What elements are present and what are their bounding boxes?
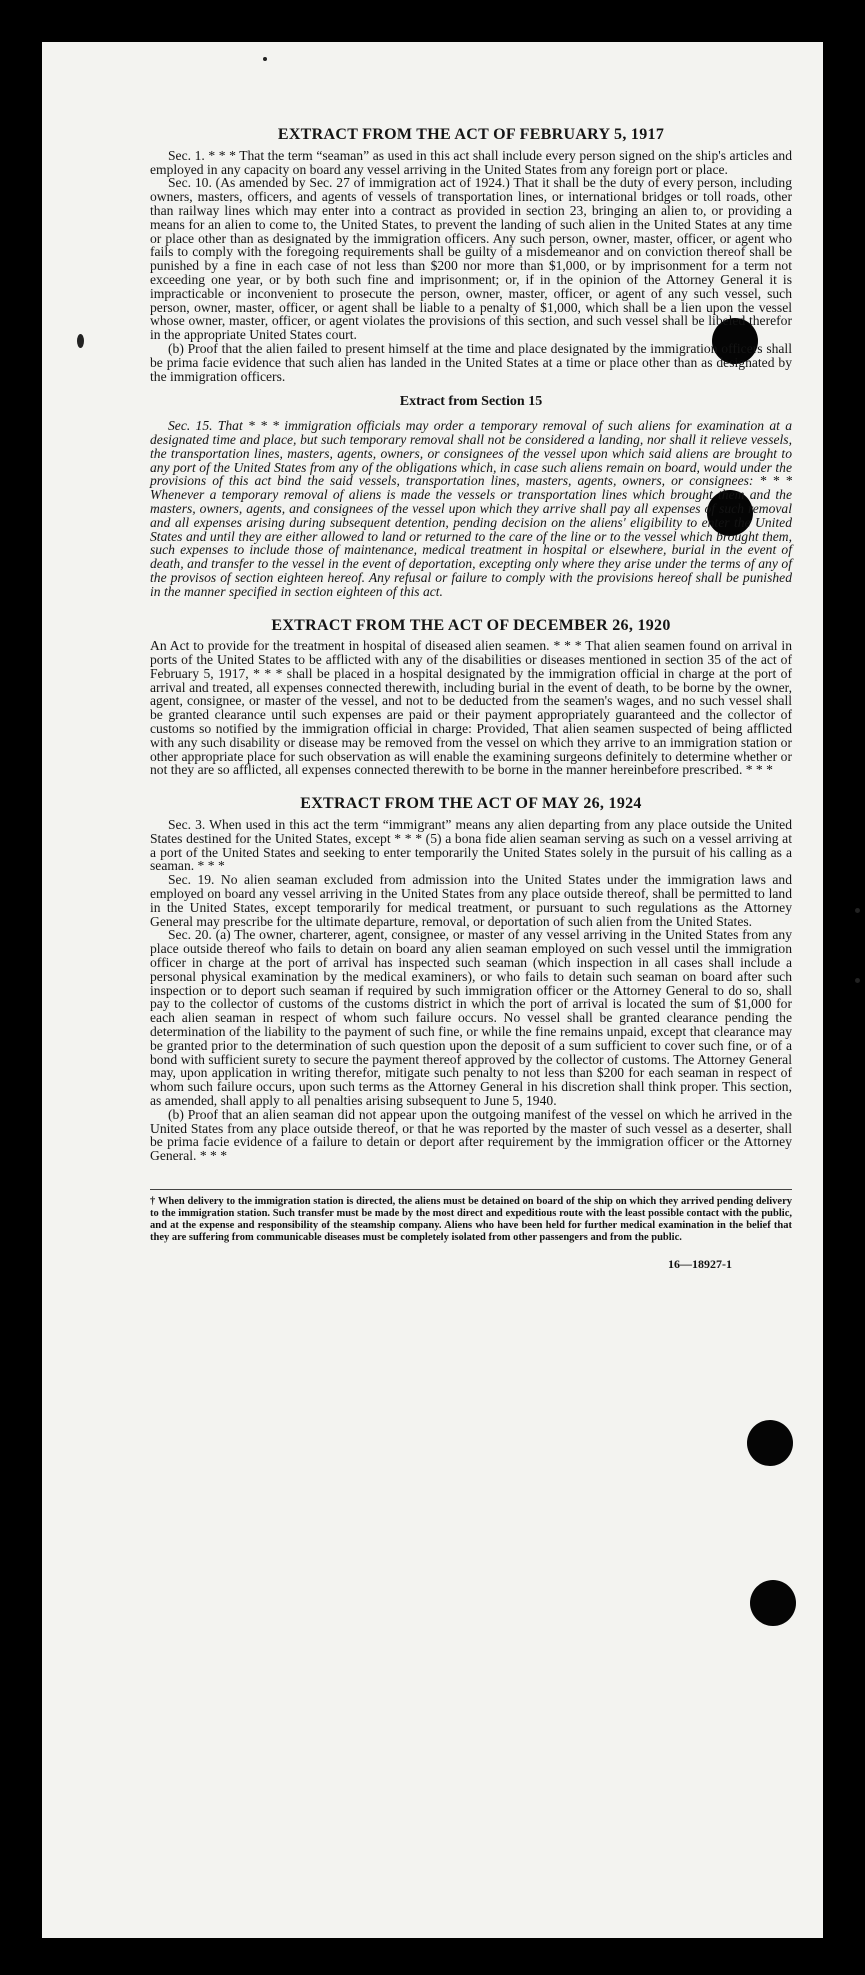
margin-speck — [855, 908, 860, 913]
footnote: † When delivery to the immigration station is directed, the aliens must be detained on board of the ship on which they arrived pending delivery to the immigration station. Such transfer must be made by the most direct and expeditious route with the least possible contact with the public, and at the expense and responsibility of the steamship company. Aliens who have been held for further medical examination in the belief that they are suffering from communicable diseases must be completely isolated from other passengers and from the public. — [150, 1189, 792, 1244]
heading-act-feb-1917: EXTRACT FROM THE ACT OF FEBRUARY 5, 1917 — [277, 126, 665, 143]
paragraph-sec-3: Sec. 3. When used in this act the term “immigrant” means any alien departing from any place outside the United States destined for the United States, except * * * (5) a bona fide alien seaman serving as such on a vessel arriving at a port of the United States and seeking to enter temporarily the United States solely in the pursuit of his calling as a seaman. * * * — [150, 817, 792, 874]
paragraph-sec-19: Sec. 19. No alien seaman excluded from admission into the United States under the immigration laws and employed on board any vessel arriving in the United States from any place outside thereof, shall be permitted to land in the United States, except temporarily for medical treatment, or pursuant to such regulations as the Attorney General may prescribe for the ultimate departure, removal, or deportation of such alien from the United States. — [150, 872, 792, 929]
punch-hole — [750, 1580, 796, 1626]
form-number: 16—18927-1 — [668, 1256, 732, 1271]
margin-speck — [263, 57, 267, 61]
paragraph-sec-10b: (b) Proof that the alien failed to present himself at the time and place designated by the immigration officers shall be prima facie evidence that such alien has landed in the United States at a time or place other than as designated by the immigration officers. — [150, 340, 792, 384]
paragraph-sec-20b: (b) Proof that an alien seaman did not appear upon the outgoing manifest of the vessel on which he arrived in the United States from any place outside thereof, or that he was reported by the master of such vessel as a deserter, shall be prima facie evidence of a failure to detain or deport after requirement by the immigration officer or the Attorney General. * * * — [150, 1106, 792, 1164]
margin-speck — [855, 978, 860, 983]
document-body — [150, 128, 792, 1272]
punch-hole — [747, 1420, 793, 1466]
paragraph-sec-20a: Sec. 20. (a) The owner, charterer, agent, consignee, or master of any vessel arriving in the United States from any place outside thereof who fails to detain on board any alien seaman employed on such vessel until the immigration officer in charge at the port of arrival has inspected such seaman (which inspection in all cases shall include a personal physical examination by the medical examiners), or who fails to detain such seaman on board after such inspection or to deport such seaman if required by such immigration officer or the Attorney General to do so, shall pay to the collector of customs of the customs district in which the port of arrival is located the sum of $1,000 for each alien seaman in respect of whom such failure occurs. No vessel shall be granted clearance pending the determination of the liability to the payment of such fine, or while the fine remains unpaid, except that clearance may be granted prior to the determination of such question upon the deposit of a sum sufficient to cover such fine, or of a bond with sufficient surety to secure the payment thereof approved by the collector of customs. The Attorney General may, upon application in writing therefor, mitigate such penalty to not less than $200 for each seaman in respect of whom such failure occurs, upon such terms as the Attorney General in his discretion shall think proper. This section, as amended, shall apply to all penalties arising subsequent to June 5, 1940. — [150, 927, 792, 1108]
paragraph-sec-1: Sec. 1. * * * That the term “seaman” as used in this act shall include every person signed on the ship's articles and employed in any capacity on board any vessel arriving in the United States from any foreign port or place. — [150, 147, 792, 177]
paragraph-act-1920: An Act to provide for the treatment in hospital of diseased alien seamen. * * * That alien seamen found on arrival in ports of the United States to be afflicted with any of the disabilities or diseases mentioned in section 35 of the act of February 5, 1917, * * * shall be placed in a hospital designated by the immigration official in charge at the port of arrival and treated, all expenses connected therewith, including burial in the event of death, to be borne by the owner, agent, consignee, or master of the vessel, and not to be deducted from the seamen's wages, and no such vessel shall be granted clearance until such expenses are paid or their payment appropriately guaranteed and the collector of customs so notified by the immigration official in charge: Provided, That alien seamen suspected of being afflicted with any such disability or disease may be removed from the vessel on which they arrive to an immigration station or other appropriate place for such observation as will enable the examining surgeons definitely to determine whether or not they are so afflicted, all expenses connected therewith to be borne in the manner hereinbefore prescribed. * * * — [150, 638, 792, 778]
paragraph-sec-10: Sec. 10. (As amended by Sec. 27 of immigration act of 1924.) That it shall be the duty of every person, including owners, masters, officers, and agents of vessels of transportation lines, or international bridges or toll roads, other than railway lines which may enter into a contract as provided in section 23, bringing an alien to, or providing a means for an alien to come to, the United States, to prevent the landing of such alien in the United States at any time or place other than as designated by the immigration officers. Any such person, owner, master, officer, or agent who fails to comply with the foregoing requirements shall be guilty of a misdemeanor and on conviction thereof shall be punished by a fine in each case of not less than $200 nor more than $1,000, or by imprisonment for a term not exceeding one year, or by both such fine and imprisonment; or, if in the opinion of the Attorney General it is impracticable or inconvenient to prosecute the person, owner, master, officer, or agent of any such vessel, such person, owner, master, officer, or agent shall be liable to a penalty of $1,000, which shall be a lien upon the vessel whose owner, master, officer, or agent violates the provisions of this section, and such vessel shall be libeled therefor in the appropriate United States court. — [150, 175, 792, 343]
margin-speck — [77, 334, 84, 348]
subheading-section-15: Extract from Section 15 — [399, 394, 543, 410]
heading-act-dec-1920: EXTRACT FROM THE ACT OF DECEMBER 26, 1920 — [271, 616, 671, 634]
heading-act-may-1924: EXTRACT FROM THE ACT OF MAY 26, 1924 — [300, 795, 642, 813]
paragraph-sec-15: Sec. 15. That * * * immigration officials may order a temporary removal of such aliens for examination at a designated time and place, but such temporary removal shall not be considered a landing, nor shall it relieve vessels, the transportation lines, masters, agents, owners, or consignees of the vessel upon which said aliens are brought to any port of the United States from any of the obligations which, in case such aliens remain on board, would under the provisions of this act bind the said vessels, transportation lines, masters, agents, owners, or consignees: * * * Whenever a temporary removal of aliens is made the vessels or transportation lines which brought them and the masters, owners, agents, and consignees of the vessel upon which they arrive shall pay all expenses of such removal and all expenses arising during subsequent detention, pending decision on the aliens' eligibility to enter the United States and until they are either allowed to land or returned to the care of the line or to the vessel which brought them, such expenses to include those of maintenance, medical treatment in hospital or elsewhere, burial in the event of death, and transfer to the vessel in the event of deportation, excepting only where they arise under the terms of any of the provisos of section eighteen hereof. Any refusal or failure to comply with the provisions hereof shall be punished in the manner specified in section eighteen of this act. — [150, 418, 792, 599]
document-page — [42, 42, 823, 1938]
